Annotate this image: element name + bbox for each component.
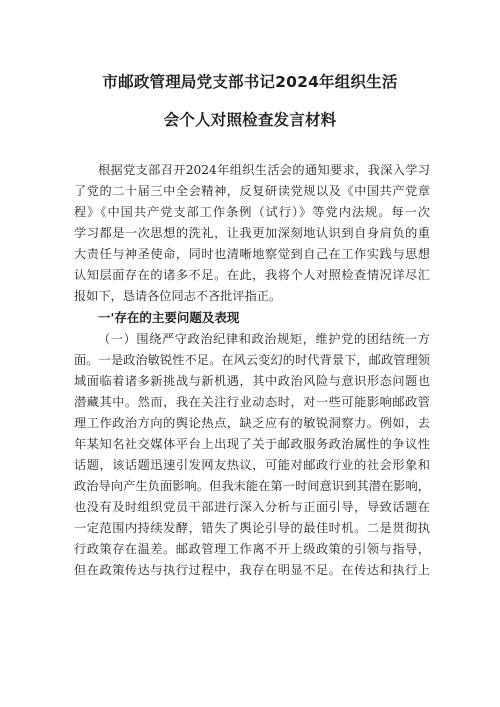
intro-paragraph-line: 认知层面存在的诸多不足。在此，我将个人对照检查情况详尽汇: [74, 268, 430, 282]
body-paragraph-line: 理工作政治方向的舆论热点，缺乏应有的敏锐洞察力。例如，去: [74, 416, 430, 430]
intro-paragraph-line: 根据党支部召开2024年组织生活会的通知要求，我深入学习: [98, 163, 430, 177]
body-paragraph-line: 行政策存在温差。邮政管理工作离不开上级政策的引领与指导，: [74, 542, 430, 556]
intro-paragraph-line: 学习都是一次思想的洗礼，让我更加深刻地认识到自身肩负的重: [74, 226, 430, 240]
body-paragraph-line: 年某知名社交媒体平台上出现了关于邮政服务政治属性的争议性: [74, 437, 430, 451]
body-paragraph-line: （一）围绕严守政治纪律和政治规矩，维护党的团结统一方: [98, 332, 430, 346]
body-paragraph-line: 也没有及时组织党员干部进行深入分析与正面引导，导致话题在: [74, 500, 430, 514]
body-paragraph-line: 政治导向产生负面影响。但我未能在第一时间意识到其潜在影响，: [74, 479, 430, 493]
body-paragraph-line: 但在政策传达与执行过程中，我存在明显不足。在传达和执行上: [74, 563, 430, 577]
intro-paragraph-line: 报如下，恳请各位同志不吝批评指正。: [74, 289, 282, 303]
intro-paragraph-line: 程》《中国共产党支部工作条例（试行）》等党内法规。每一次: [74, 205, 430, 219]
body-paragraph-line: 潜藏其中。然而，我在关注行业动态时，对一些可能影响邮政管: [74, 395, 430, 409]
body-paragraph-line: 面。一是政治敏锐性不足。在风云变幻的时代背景下，邮政管理领: [74, 353, 430, 367]
document-title-line-2: 会个人对照检查发言材料: [163, 111, 337, 129]
body-paragraph-line: 域面临着诸多新挑战与新机遇，其中政治风险与意识形态问题也: [74, 374, 430, 388]
body-paragraph-line: 一定范围内持续发酵，错失了舆论引导的最佳时机。二是贯彻执: [74, 521, 430, 535]
body-paragraph-line: 话题，该话题迅速引发网友热议，可能对邮政行业的社会形象和: [74, 458, 430, 472]
intro-paragraph-line: 大责任与神圣使命，同时也清晰地察觉到自己在工作实践与思想: [74, 247, 430, 261]
section-heading: 一'存在的主要问题及表现: [98, 310, 240, 325]
intro-paragraph-line: 了党的二十届三中全会精神，反复研读党规以及《中国共产党章: [74, 184, 430, 198]
document-title-line-1: 市邮政管理局党支部书记2024年组织生活: [102, 73, 398, 91]
